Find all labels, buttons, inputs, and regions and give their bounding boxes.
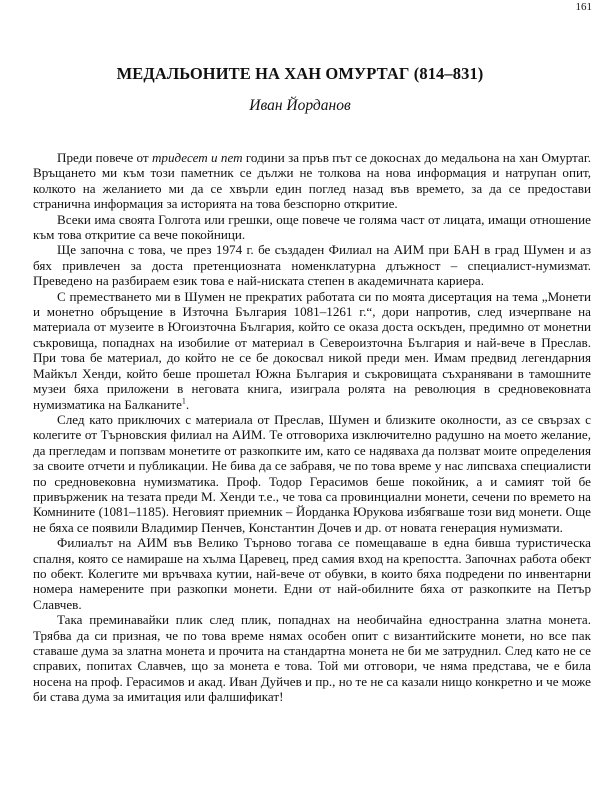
page-number: 161 — [575, 1, 592, 13]
paragraph-3: Ще започна с това, че през 1974 г. бе създаден Филиал на АИМ при БАН в град Шумен и аз бях привлечен за доста претенциозната номенклатурна длъжност – специалист-нумизмат. Преведено на разбираем език това е най-ниската степен в академичната кариера. — [33, 242, 591, 289]
paragraph-2: Всеки има своята Голгота или грешки, още повече че голяма част от лицата, имащи отношение към това откритие са вече покойници. — [33, 211, 591, 243]
paragraph-text: . — [185, 396, 190, 412]
author-name: Иван Йорданов — [249, 97, 351, 114]
paragraph-text: С преместването ми в Шумен не прекратих работата си по моята дисертация на тема „Монети и монетно обръщение в Източна България 1081–1261 г.“, дори напротив, след изчерпване на материала от музеите в Югоизточна България, който се оказа доста оскъден, предимно от монетни съкровища, попаднах на изобилие от материал в Североизточна България и най-вече в Преслав. При това бе материал, до който не се бе докосвал никой преди мен. Имам предвид легендарния Майкъл Хенди, който беше прошетал Южна България и съкровищата съхранявани в тамошните музеи бяха приложени в неговата книга, изиграла ролята на революция в средновековната нумизматика на Балканите — [33, 288, 591, 412]
article-title: МЕДАЛЬОНИТЕ НА ХАН ОМУРТАГ (814–831) — [116, 64, 484, 83]
paragraph-6: Филиалът на АИМ във Велико Търново тогава се помещаваше в една бивша туристическа спалня, която се намираше на хълма Царевец, пред самия вход на крепостта. Започнах работа обект по обект. Колегите ми връчваха кутии, най-вече от обувки, в които бяха подредени по инвентарни номера намерените при разкопки монети. Едни от най-обилните бяха от разкопките на Петър Славчев. — [33, 535, 591, 612]
paragraph-7: Така преминавайки плик след плик, попаднах на необичайна едностранна златна монета. Трябва да си призная, че по това време нямах особен опит с византийските монети, но все пак ставаше дума за златна монета и прочита на стандартна монета не би ме затруднил. След като не се справих, попитах Славчев, що за монета е това. Той ми отговори, че няма представа, че е била носена на проф. Герасимов и акад. Иван Дуйчев и пр., но те не са казали нищо конкретно и че може би става дума за имитация или фалшификат! — [33, 612, 591, 705]
footnote-marker[interactable]: 1 — [181, 396, 186, 406]
article-body — [33, 150, 591, 705]
paragraph-1 — [33, 150, 591, 212]
paragraph-5: След като приключих с материала от Преслав, Шумен и близките околности, аз се свързах с колегите от Търновския филиал на АИМ. Те отговориха изключително радушно на моето желание, да прегледам и попзвам монетите от разкопките им, като се надяваха да ползват моите определения за своите отчети и публикации. Не бива да се забравя, че по това време у нас липсваха специалисти по средновековна нумизматика. Проф. Тодор Герасимов беше покойник, а и самият той бе привърженик на тезата преди М. Хенди т.е., че това са провинциални монети, сечени по времето на Комнините (1081–1185). Неговият приемник – Йорданка Юрукова избягваше този вид монети. Още не бяха се появили Владимир Пенчев, Константин Дочев и др. от новата генерация нумизмати. — [33, 411, 591, 535]
paragraph-text: години за пръв път се докоснах до медальона на хан Омуртаг. Връщането ми към този паметник се дължи не толкова на нова информация и натрупан опит, колкото на желанието ми да се хвърли един поглед назад във времето, за да се предостави странична информация за историята на това безспорно откритие. — [33, 150, 591, 212]
emphasis-text: тридесет и пет — [151, 150, 243, 165]
paragraph-4 — [33, 289, 591, 412]
paragraph-text: Преди повече от — [57, 150, 152, 165]
